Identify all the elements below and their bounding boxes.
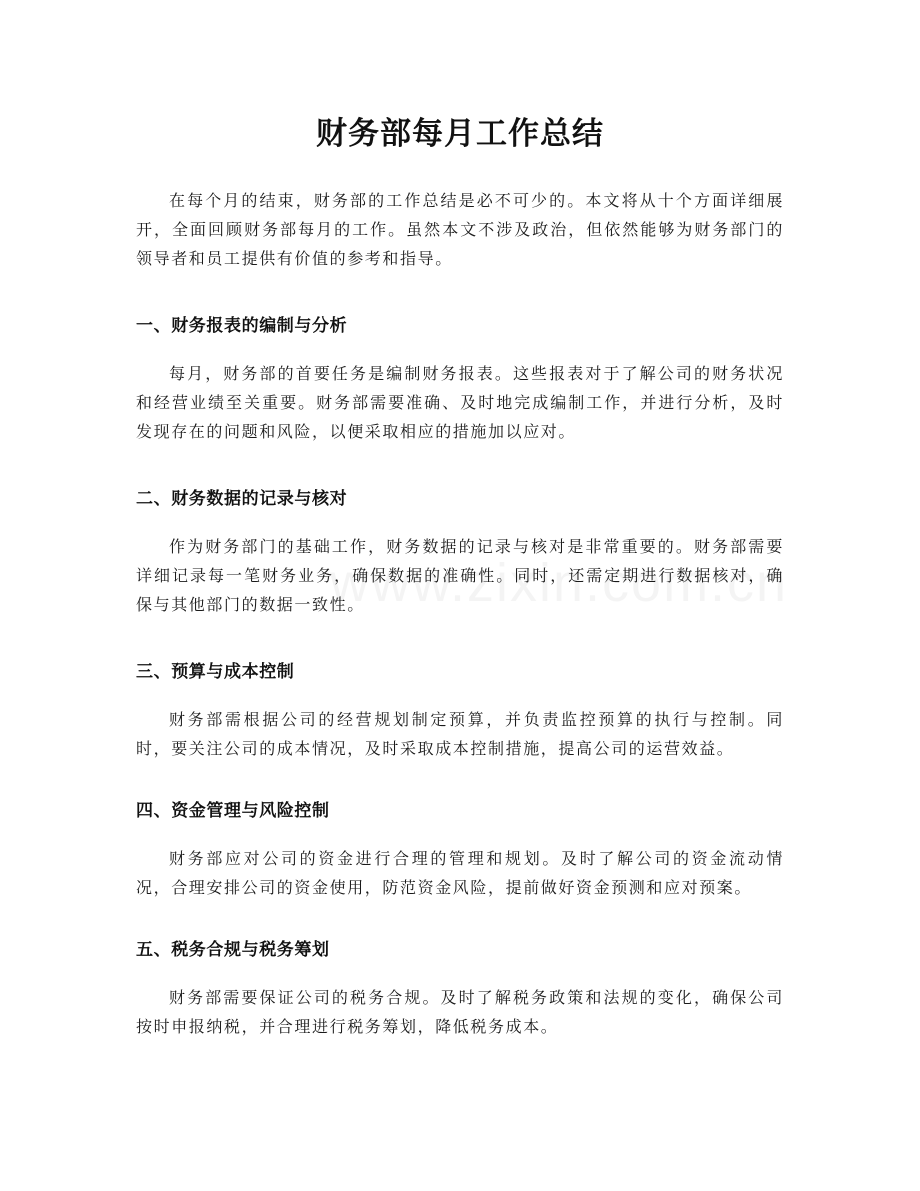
- section-heading-3: 三、预算与成本控制: [136, 662, 295, 682]
- section-heading-5: 五、税务合规与税务筹划: [136, 940, 330, 960]
- page-title: 财务部每月工作总结: [316, 116, 604, 152]
- section-body-1: 每月，财务部的首要任务是编制财务报表。这些报表对于了解公司的财务状况和经营业绩至关重要。财务部需要准确、及时地完成编制工作，并进行分析，及时发现存在的问题和风险，以便采取相应的措施加以应对。: [136, 364, 784, 441]
- intro-paragraph: 在每个月的结束，财务部的工作总结是必不可少的。本文将从十个方面详细展开，全面回顾财务部每月的工作。虽然本文不涉及政治，但依然能够为财务部门的领导者和员工提供有价值的参考和指导。: [136, 191, 784, 268]
- section-heading-4: 四、资金管理与风险控制: [136, 801, 330, 821]
- section-heading-2: 二、财务数据的记录与核对: [136, 489, 348, 509]
- section-body-4: 财务部应对公司的资金进行合理的管理和规划。及时了解公司的资金流动情况，合理安排公司的资金使用，防范资金风险，提前做好资金预测和应对预案。: [136, 849, 784, 897]
- section-body-2: 作为财务部门的基础工作，财务数据的记录与核对是非常重要的。财务部需要详细记录每一笔财务业务，确保数据的准确性。同时，还需定期进行数据核对，确保与其他部门的数据一致性。: [136, 537, 784, 614]
- section-body-3: 财务部需根据公司的经营规划制定预算，并负责监控预算的执行与控制。同时，要关注公司的成本情况，及时采取成本控制措施，提高公司的运营效益。: [136, 710, 784, 758]
- section-body-5: 财务部需要保证公司的税务合规。及时了解税务政策和法规的变化，确保公司按时申报纳税，并合理进行税务筹划，降低税务成本。: [136, 988, 784, 1036]
- section-heading-1: 一、财务报表的编制与分析: [136, 316, 348, 336]
